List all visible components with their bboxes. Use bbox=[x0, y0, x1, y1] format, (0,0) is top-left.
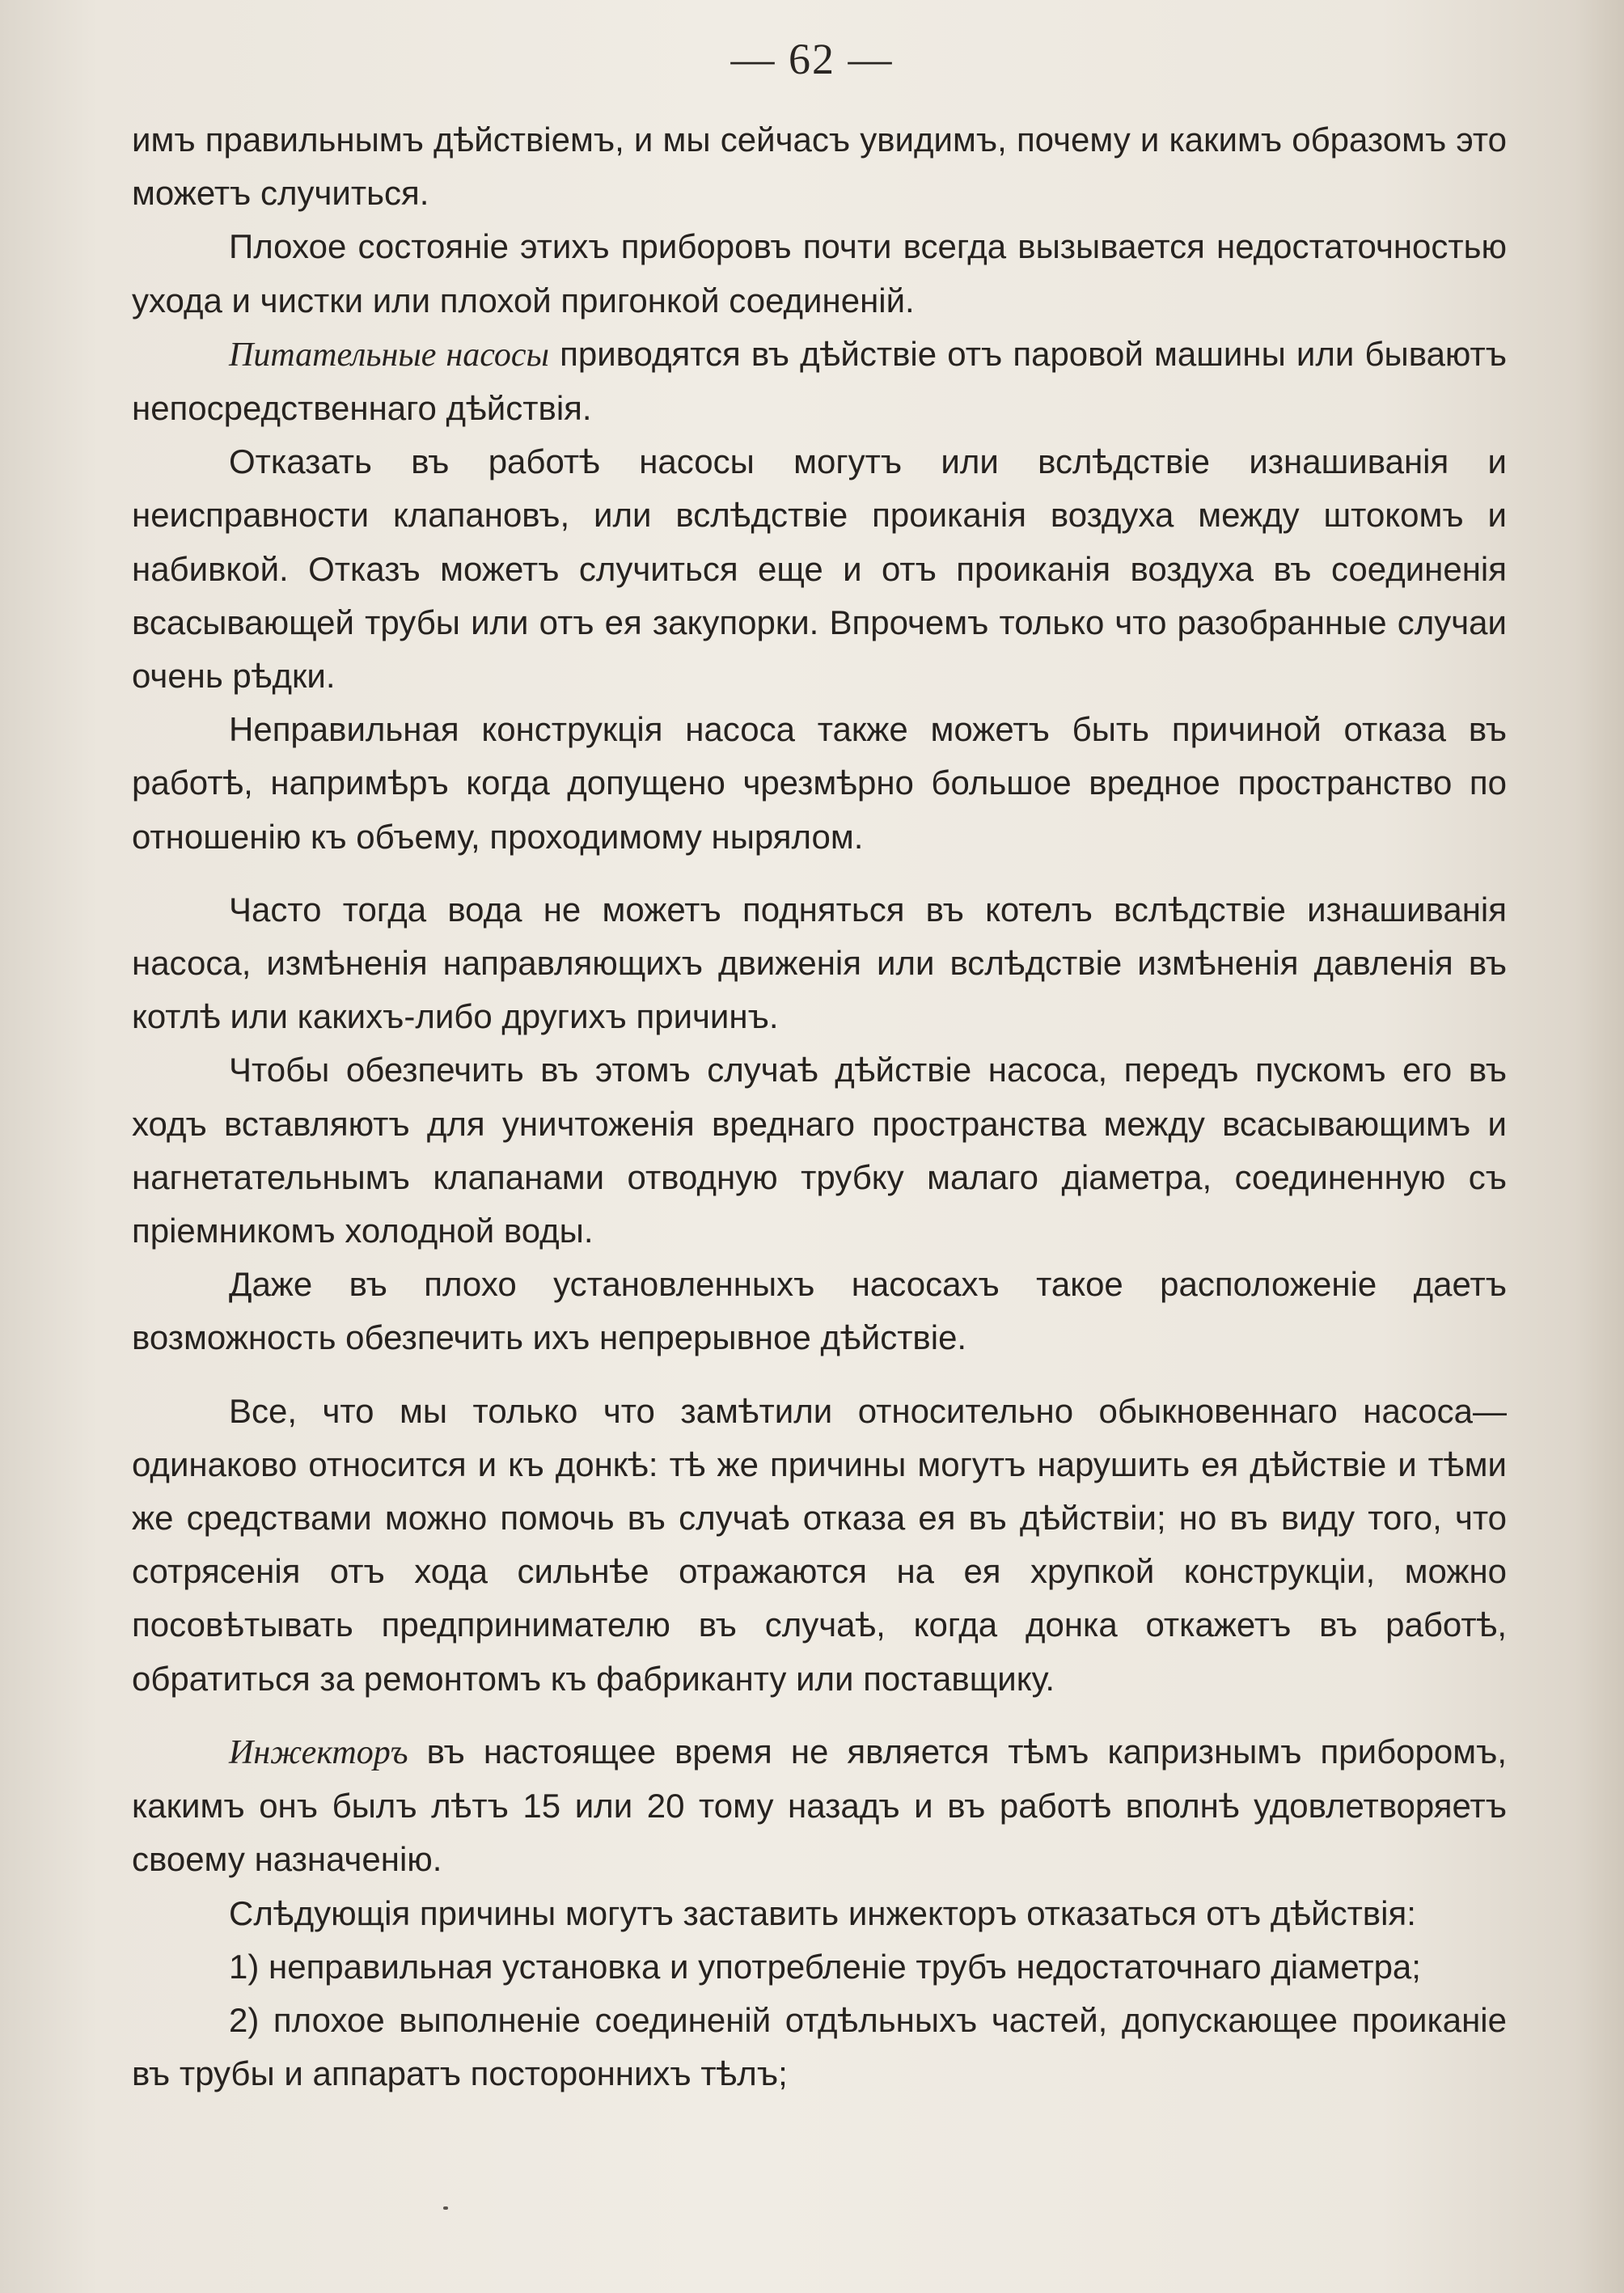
paragraph-10 bbox=[132, 1725, 1507, 1887]
paragraph-3-text: приводятся въ дѣйствіе отъ паровой машины или бываютъ непосредственнаго дѣйствія. bbox=[132, 334, 1507, 428]
paragraph-2: Плохое состояніе этихъ приборовъ почти всегда вызывается недостаточностью ухода и чистки или плохой пригонкой соединеній. bbox=[132, 227, 1507, 319]
list-item-2: 2) плохое выполненіе соединеній отдѣльныхъ частей, допускающее проиканіе въ трубы и аппаратъ постороннихъ тѣлъ; bbox=[132, 2000, 1507, 2093]
paragraph-6: Часто тогда вода не можетъ подняться въ котелъ вслѣдствіе изнашиванія насоса, измѣненія направляющихъ движенія или вслѣдствіе измѣненія давленія въ котлѣ или какихъ-либо другихъ причинъ. bbox=[132, 890, 1507, 1036]
paragraph-9: Все, что мы только что замѣтили относительно обыкновеннаго насоса—одинаково относится и къ донкѣ: тѣ же причины могутъ нарушить ея дѣйствіе и тѣми же средствами можно помочь въ случаѣ отказа ея въ дѣйствіи; но въ виду того, что сотрясенія отъ хода сильнѣе отражаются на ея хрупкой конструкціи, можно посовѣтывать предпринимателю въ случаѣ, когда донка откажетъ въ работѣ, обратиться за ремонтомъ къ фабриканту или поставщику. bbox=[132, 1391, 1507, 1698]
body-text bbox=[132, 113, 1507, 2101]
italic-term-feed-pumps: Питательные насосы bbox=[229, 336, 549, 374]
page-number: — 62 — bbox=[730, 35, 894, 83]
paragraph-11: Слѣдующія причины могутъ заставить инжекторъ отказаться отъ дѣйствія: bbox=[229, 1893, 1416, 1932]
italic-term-injector: Инжекторъ bbox=[229, 1733, 408, 1771]
paragraph-3 bbox=[132, 328, 1507, 435]
paragraph-10-text: въ настоящее время не является тѣмъ капризнымъ приборомъ, какимъ онъ былъ лѣтъ 15 или 20 тому назадъ и въ работѣ вполнѣ удовлетворяетъ своему назначенію. bbox=[132, 1732, 1507, 1879]
paragraph-8: Даже въ плохо установленныхъ насосахъ такое расположеніе даетъ возможность обезпечить ихъ непрерывное дѣйствіе. bbox=[132, 1265, 1507, 1357]
paragraph-4: Отказать въ работѣ насосы могутъ или вслѣдствіе изнашиванія и неисправности клапановъ, или вслѣдствіе проиканія воздуха между штокомъ и набивкой. Отказъ можетъ случиться еще и отъ проиканія воздуха въ соединенія всасывающей трубы или отъ ея закупорки. Впрочемъ только что разобранные случаи очень рѣдки. bbox=[132, 442, 1507, 696]
ink-mark bbox=[443, 2206, 448, 2210]
paragraph-7: Чтобы обезпечить въ этомъ случаѣ дѣйствіе насоса, передъ пускомъ его въ ходъ вставляютъ для уничтоженія вреднаго пространства между всасывающимъ и нагнетательнымъ клапанами отводную трубку малаго діаметра, соединенную съ пріемникомъ холодной воды. bbox=[132, 1051, 1507, 1250]
paragraph-5: Неправильная конструкція насоса также можетъ быть причиной отказа въ работѣ, напримѣръ когда допущено чрезмѣрно большое вредное пространство по отношенію къ объему, проходимому нырялом. bbox=[132, 710, 1507, 856]
list-item-1: 1) неправильная установка и употребленіе трубъ недостаточнаго діаметра; bbox=[229, 1947, 1421, 1986]
paragraph-1: имъ правильнымъ дѣйствіемъ, и мы сейчасъ увидимъ, почему и какимъ образомъ это можетъ случиться. bbox=[132, 121, 1507, 213]
